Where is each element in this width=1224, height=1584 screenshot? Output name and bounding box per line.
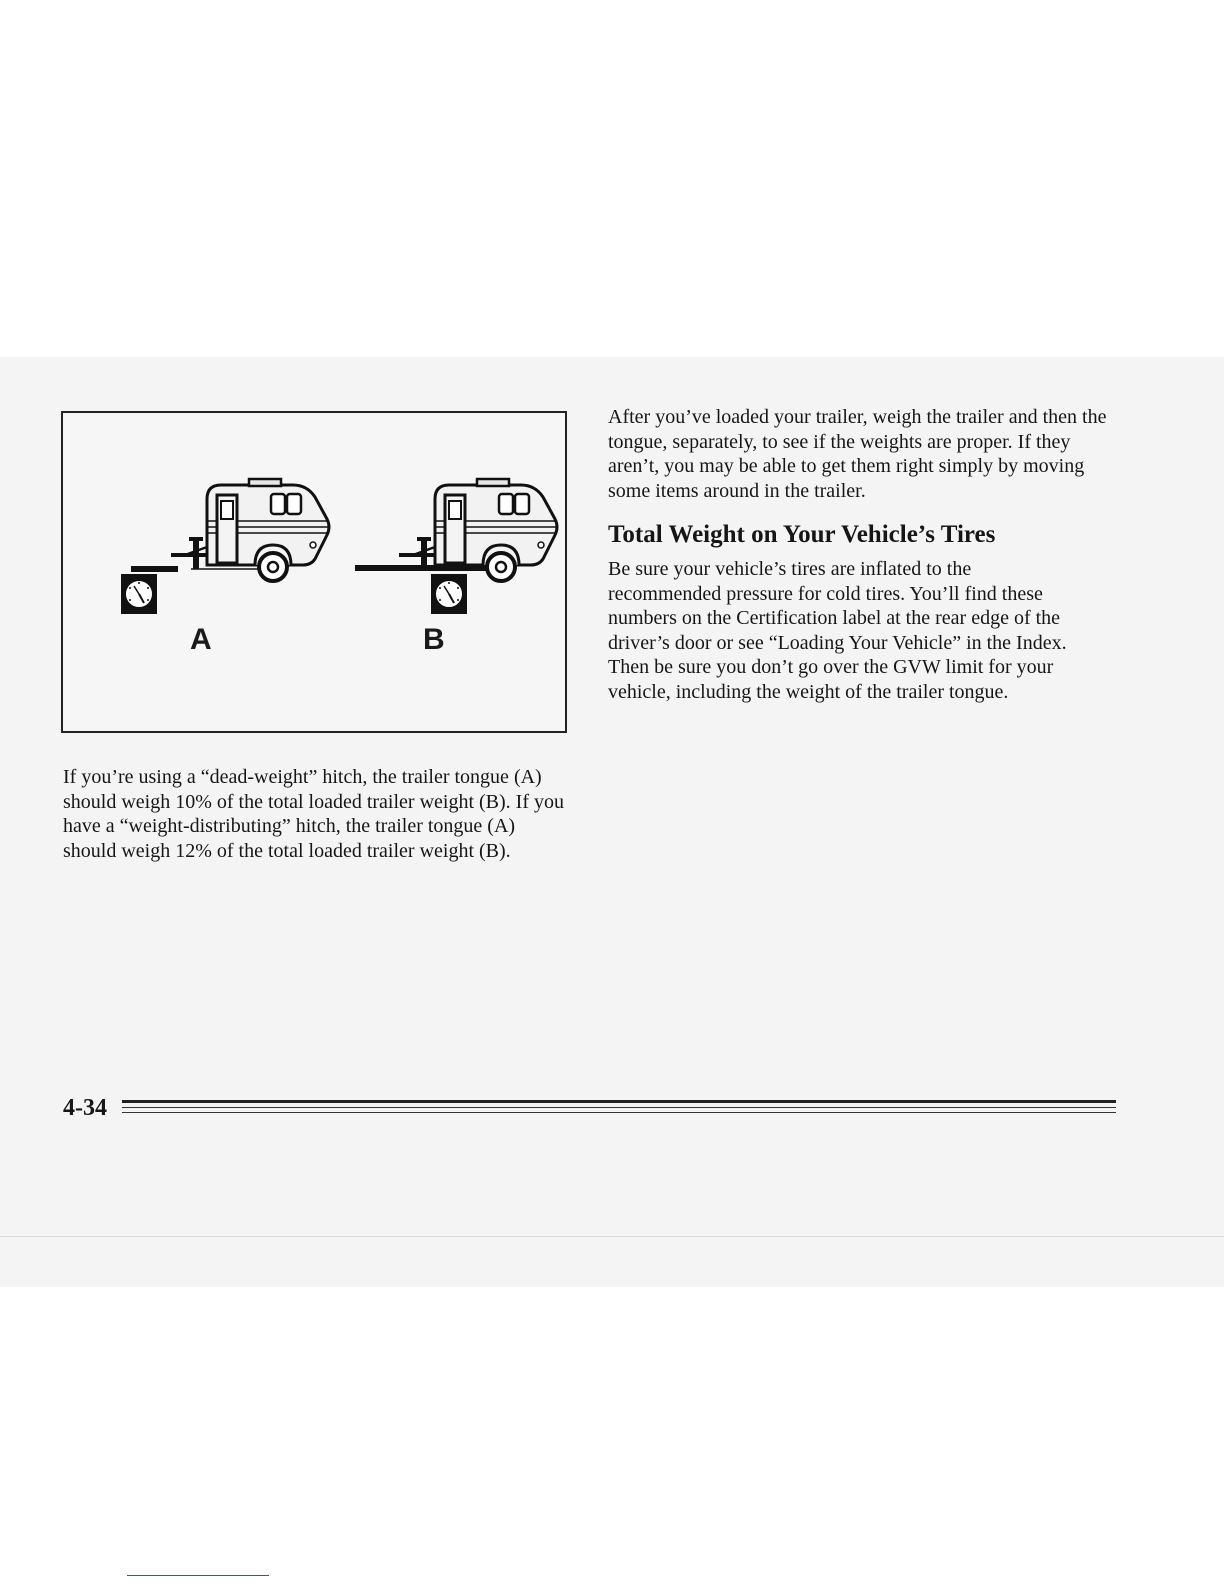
footer-rule <box>122 1112 1116 1113</box>
tire-weight-paragraph: Be sure your vehicle’s tires are inflated to the recommended pressure for cold tires. You’ll find these numbers on the Certification label at the rear edge of the driver’s door or see “Loading Your Vehicle” in the Index. Then be sure you don’t go over the GVW limit for your vehicle, including the weight of the trailer tongue. <box>608 558 1067 703</box>
weigh-trailer-paragraph: After you’ve loaded your trailer, weigh the trailer and then the tongue, separately, to see if the weights are proper. If they aren’t, you may be able to get them right simply by moving some items around in the trailer. <box>608 406 1107 502</box>
dead-weight-hitch-paragraph: If you’re using a “dead-weight” hitch, the trailer tongue (A) should weigh 10% of the total loaded trailer weight (B). If you have a “weight-distributing” hitch, the trailer tongue (A) should weigh 12% of the total loaded trailer weight (B). <box>63 766 564 862</box>
figure-label-a: A <box>190 623 212 656</box>
bottom-divider <box>127 1575 269 1576</box>
scene-a-tongue-on-scale <box>121 479 329 614</box>
scale-icon <box>121 574 157 614</box>
scale-icon <box>431 574 467 614</box>
footer-rule <box>122 1100 1116 1103</box>
trailer-weighing-illustration <box>61 411 567 733</box>
page-number: 4-34 <box>63 1095 107 1121</box>
section-heading: Total Weight on Your Vehicle’s Tires <box>608 521 996 548</box>
footer-rule <box>122 1107 1116 1108</box>
trailer-weighing-drawing <box>63 413 565 731</box>
page-edge-line <box>0 1236 1224 1237</box>
scene-b-trailer-on-scale <box>355 479 557 614</box>
figure-label-b: B <box>423 623 445 656</box>
